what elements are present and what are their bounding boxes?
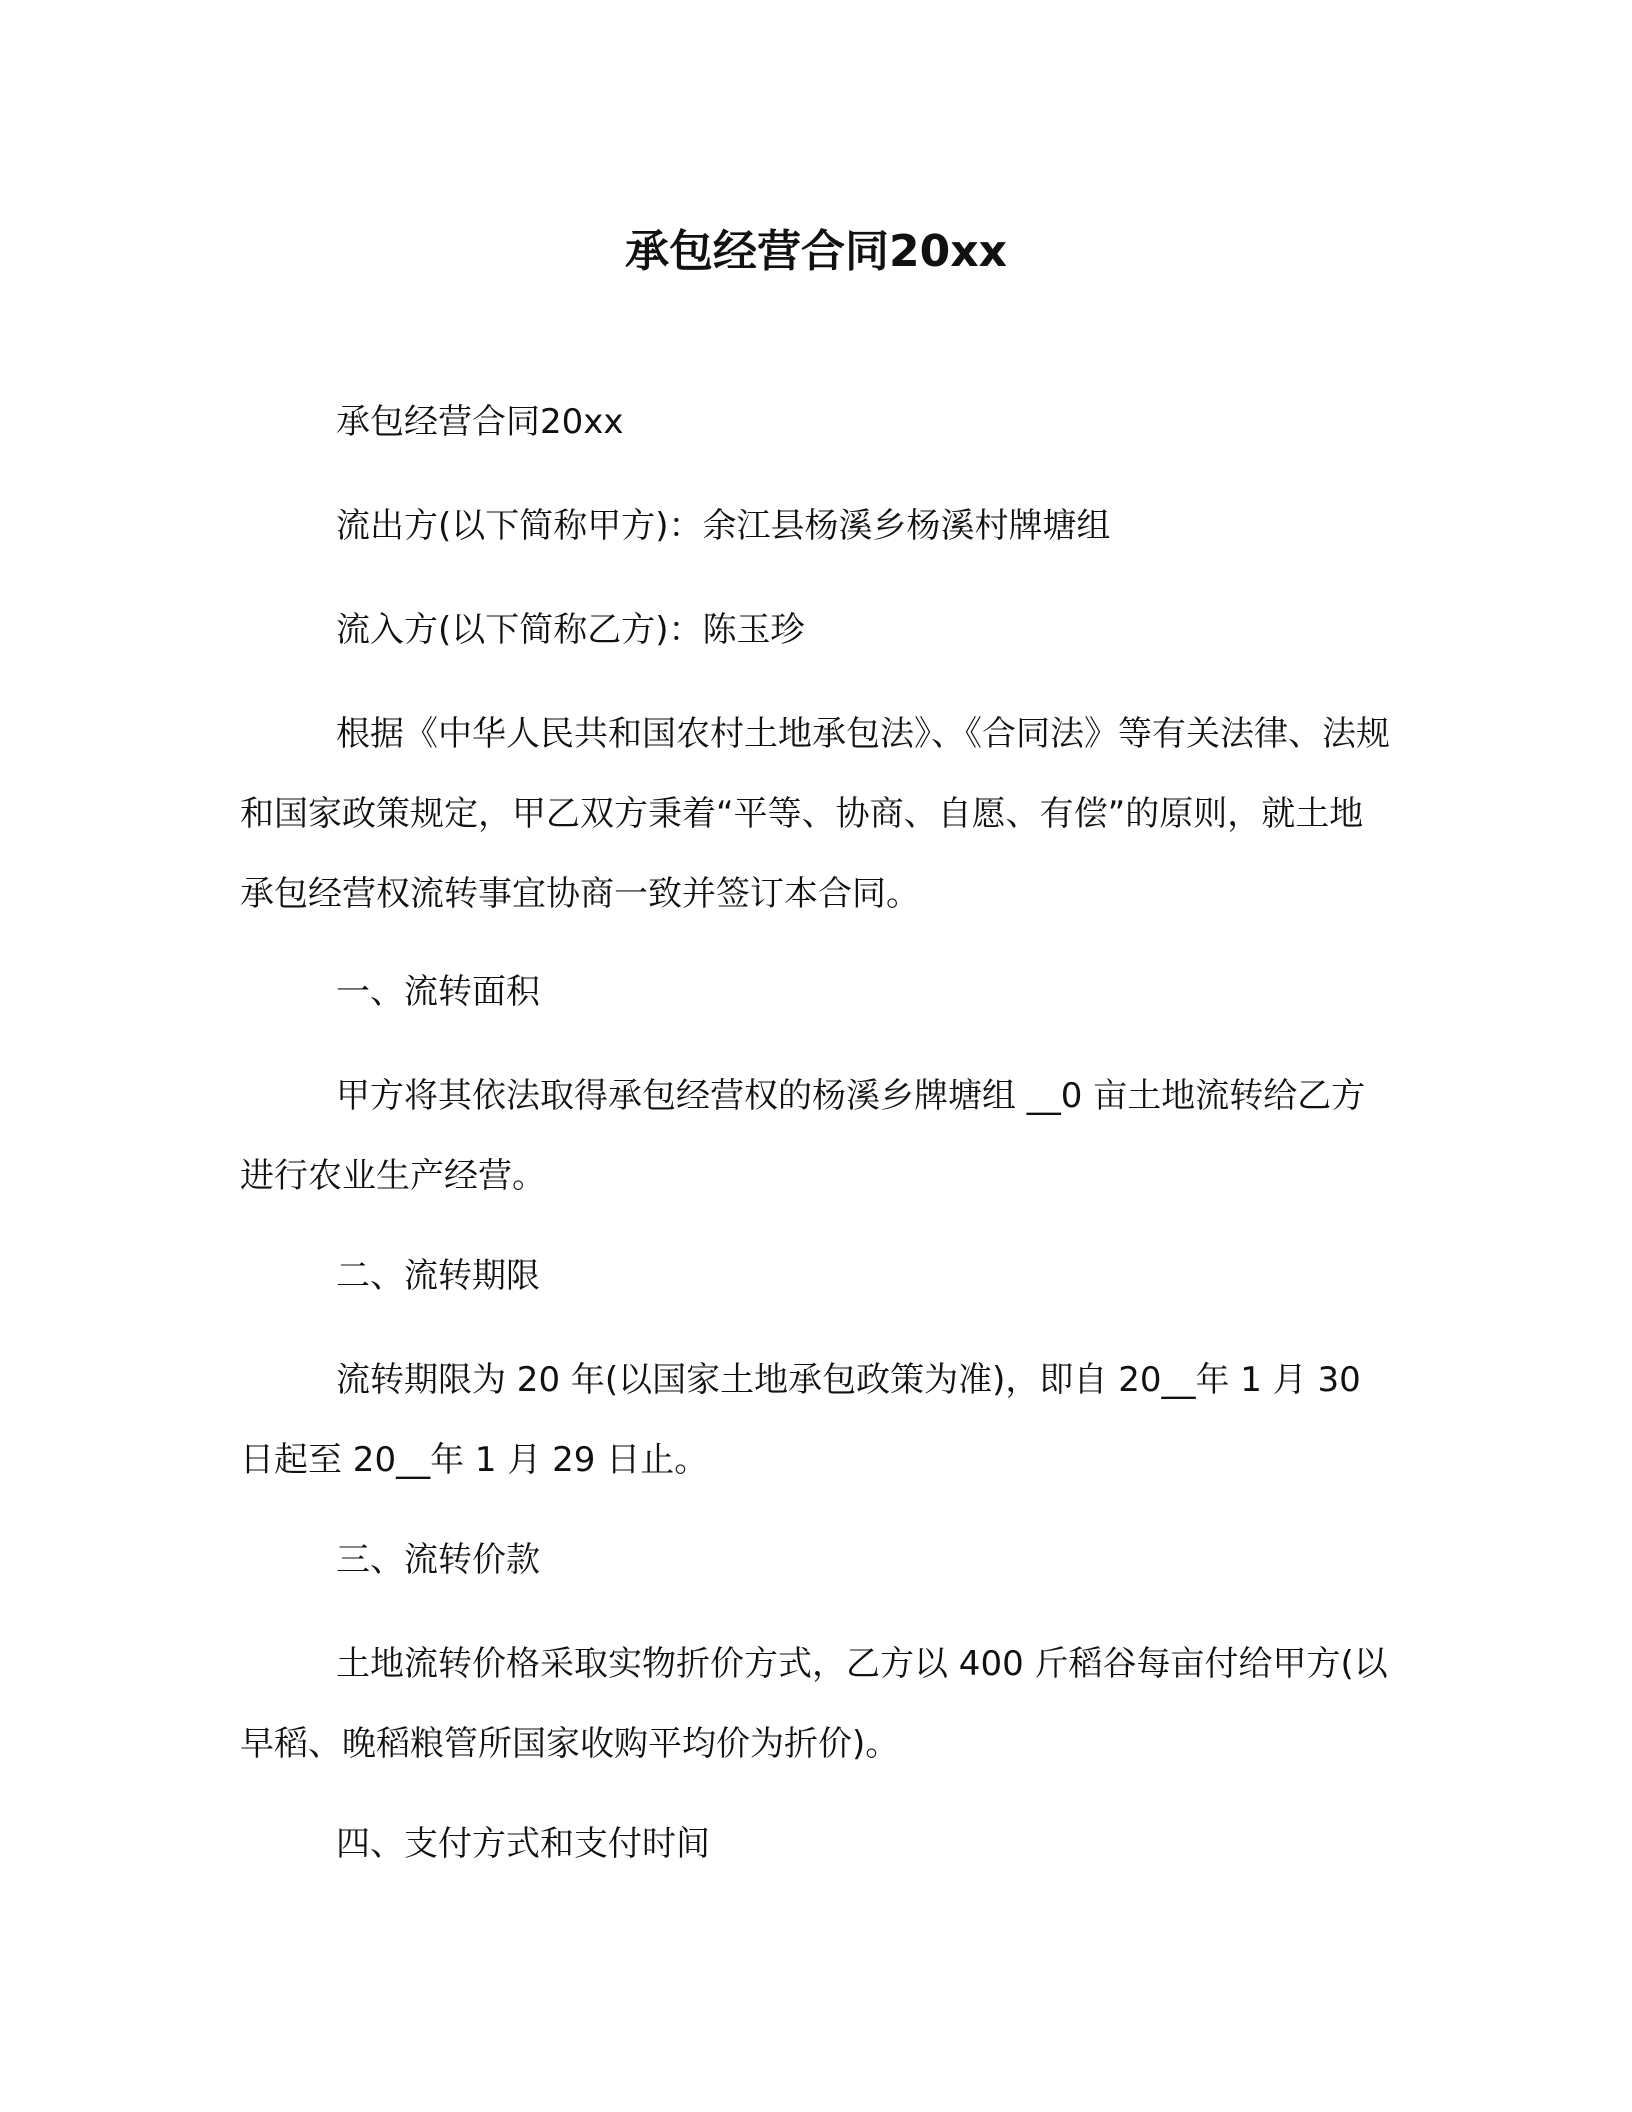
paragraph-party-a: 流出方(以下简称甲方)：余江县杨溪乡杨溪村牌塘组 [336,506,1111,546]
section-heading-term: 二、流转期限 [336,1256,540,1296]
paragraph-area: 甲方将其依法取得承包经营权的杨溪乡牌塘组 __0 亩土地流转给乙方进行农业生产经营。 [240,1076,1366,1196]
paragraph-party-b: 流入方(以下简称乙方)：陈玉珍 [336,610,805,650]
section-heading-payment: 四、支付方式和支付时间 [336,1824,710,1864]
section-heading-area: 一、流转面积 [336,972,540,1012]
paragraph-price: 土地流转价格采取实物折价方式，乙方以 400 斤稻谷每亩付给甲方(以早稻、晚稻粮管所国家收购平均价为折价)。 [240,1644,1388,1764]
paragraph-term: 流转期限为 20 年(以国家土地承包政策为准)，即自 20__年 1 月 30 日起至 20__年 1 月 29 日止。 [240,1360,1361,1480]
paragraph-preamble: 根据《中华人民共和国农村土地承包法》、《合同法》等有关法律、法规和国家政策规定，甲乙双方秉着“平等、协商、自愿、有偿”的原则，就土地承包经营权流转事宜协商一致并签订本合同。 [240,714,1390,914]
paragraph-repeat-title: 承包经营合同20xx [336,402,624,442]
section-heading-price: 三、流转价款 [336,1540,540,1580]
document-title: 承包经营合同20xx [625,226,1007,277]
